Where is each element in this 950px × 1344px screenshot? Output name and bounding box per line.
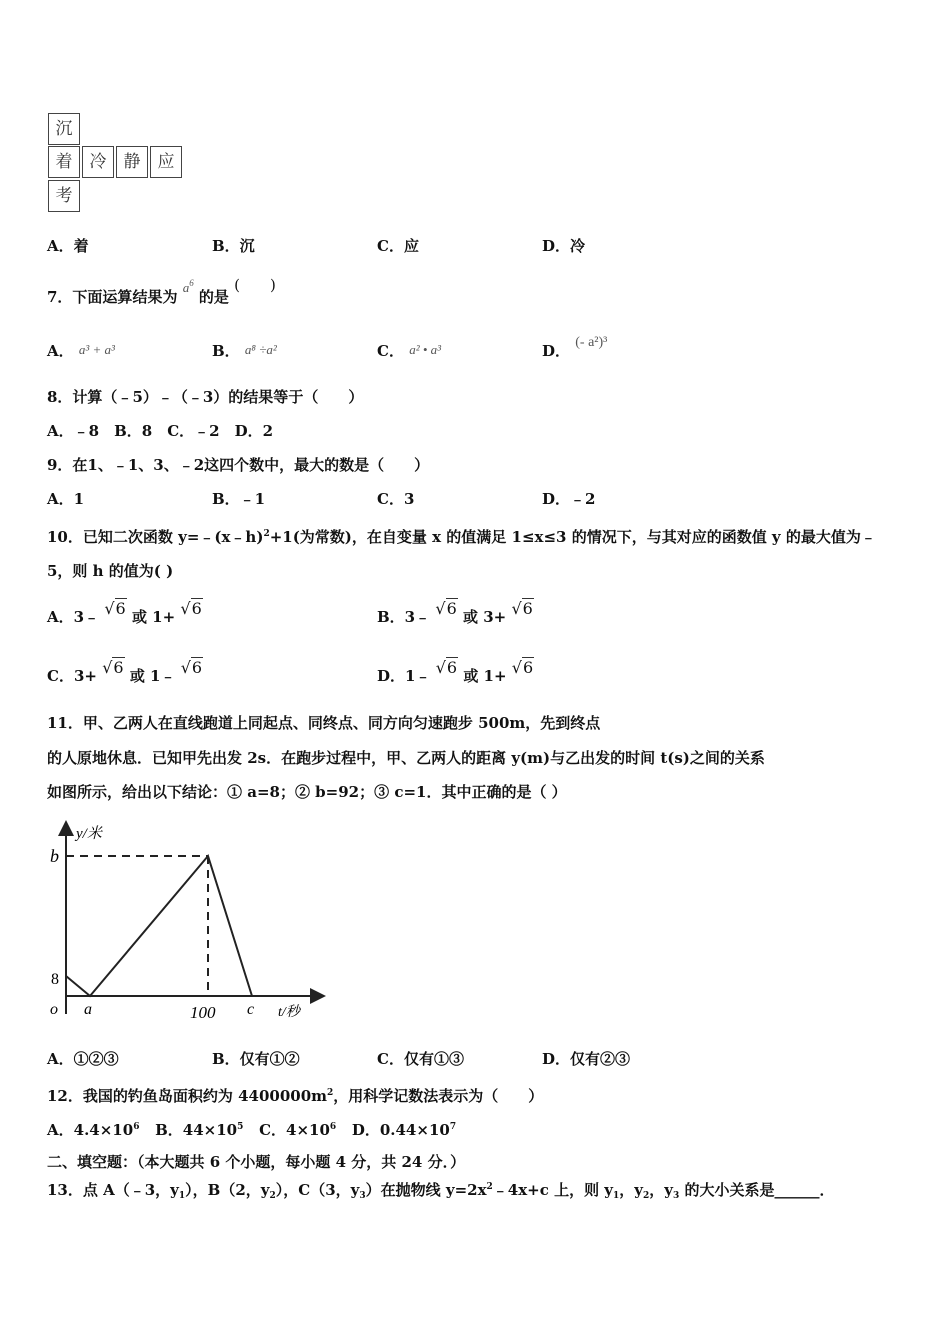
q13-sq: 2 [486, 1182, 493, 1192]
sqrt-symbol: √6 [102, 658, 124, 677]
sqrt-radicand: 6 [191, 658, 203, 677]
q13-s2: 2 [269, 1191, 276, 1201]
q8-stem: 8．计算（﹣5）﹣（﹣3）的结果等于（ ） [47, 388, 364, 406]
sqrt-symbol: √6 [180, 599, 202, 618]
q9-option-b: B．﹣1 [212, 490, 266, 508]
q12-a: A．4.4×10 [47, 1121, 134, 1139]
q12-b: B．44×10 [155, 1121, 238, 1139]
q10-c-label: C．3+ [47, 667, 97, 685]
q9-option-c: C．3 [377, 490, 415, 508]
q10-d-mid: 或 1+ [463, 667, 507, 685]
q12-options [47, 1117, 456, 1140]
q11-option-d: D．仅有②③ [542, 1050, 631, 1068]
q10-line2: 5，则 h 的值为( ) [47, 562, 174, 580]
q12-c-exp: 6 [329, 1122, 337, 1132]
sqrt-radicand: 6 [113, 658, 124, 677]
y-tick-8: 8 [51, 971, 59, 988]
q6-option-c: C．应 [377, 237, 419, 255]
q7-c-label: C． [377, 342, 404, 360]
sqrt-symbol: √6 [511, 658, 534, 677]
y-tick-b: b [50, 846, 59, 866]
q13-p5: ﹣4x+c 上，则 y [492, 1181, 614, 1199]
q13-stem [47, 1177, 835, 1206]
q13-p1: 13．点 A（﹣3，y [47, 1181, 179, 1199]
q12-stem-b: ，用科学记数法表示为（ ） [333, 1087, 544, 1105]
q10-a-label: A．3﹣ [47, 608, 100, 626]
q7-stem-tail: 的是 [198, 288, 229, 306]
x-axis-label: t/秒 [278, 1005, 300, 1020]
q7-c-expr: a² • a³ [409, 342, 442, 357]
q10-option-d [377, 658, 534, 686]
q10-line1-b: +1(为常数)，在自变量 x 的值满足 1≤x≤3 的情况下，与其对应的函数值 y 的最大值为﹣ [269, 528, 876, 546]
q13-p2: ），B（2，y [185, 1181, 270, 1199]
q12-b-exp: 5 [237, 1122, 244, 1132]
q9-option-d: D．﹣2 [542, 490, 596, 508]
q13-s5: 2 [643, 1191, 650, 1201]
q13-s4: 1 [613, 1191, 620, 1201]
q10-line1 [47, 524, 876, 547]
q11-line1: 11．甲、乙两人在直线跑道上同起点、同终点、同方向匀速跑步 500m，先到终点 [47, 714, 601, 732]
q12-stem-sup: 2 [327, 1088, 334, 1098]
q13-p6: ，y [619, 1181, 644, 1199]
distance-line [66, 856, 252, 996]
q6-option-b: B．沉 [212, 237, 255, 255]
q7-d-expr: (- a²)³ [575, 335, 608, 350]
q7-stem [47, 276, 276, 308]
q12-d-exp: 7 [449, 1122, 457, 1132]
q13-s6: 3 [673, 1191, 680, 1201]
q10-a-mid: 或 1+ [131, 608, 176, 626]
origin-label: o [50, 1001, 58, 1018]
q12-stem-a: 12．我国的钓鱼岛面积约为 4400000m [47, 1087, 328, 1105]
sqrt-radicand: 6 [522, 599, 533, 618]
q6-option-d: D．冷 [542, 237, 586, 255]
q13-s1: 1 [178, 1191, 186, 1201]
q7-a-label: A． [47, 342, 74, 360]
q11-line2: 的人原地休息．已知甲先出发 2s．在跑步过程中，甲、乙两人的距离 y(m)与乙出发的时间 t(s)之间的关系 [47, 749, 765, 767]
q13-p3: ），C（3，y [275, 1181, 360, 1199]
q7-a-expr: a³ + a³ [78, 342, 115, 357]
q10-c-mid: 或 1﹣ [129, 667, 176, 685]
sqrt-radicand: 6 [446, 599, 457, 618]
q7-option-d [542, 335, 608, 363]
q11-option-b: B．仅有①② [212, 1050, 300, 1068]
sqrt-symbol: √6 [435, 599, 457, 618]
q8-options: A．﹣8 B．8 C．﹣2 D．2 [47, 422, 274, 440]
q11-option-a: A．①②③ [47, 1050, 119, 1068]
x-tick-a: a [84, 1001, 92, 1018]
q10-line1-a: 10．已知二次函数 y=﹣(x﹣h) [47, 528, 264, 546]
q13-p8: 的大小关系是 [679, 1181, 775, 1199]
q7-option-c [377, 341, 441, 362]
net-cell: 静 [116, 146, 148, 178]
sqrt-symbol: √6 [104, 599, 126, 618]
q7-stem-text: 7．下面运算结果为 [47, 288, 178, 306]
q10-option-a [47, 599, 203, 627]
q10-line1-sup: 2 [263, 529, 270, 539]
sqrt-symbol: √6 [180, 658, 203, 677]
q12-a-exp: 6 [133, 1122, 140, 1132]
q9-option-a: A．1 [47, 490, 85, 508]
net-cell: 沉 [48, 113, 80, 145]
q10-b-mid: 或 3+ [462, 608, 507, 626]
q11-option-c: C．仅有①③ [377, 1050, 464, 1068]
net-cell: 着 [48, 146, 80, 178]
q12-d: D．0.44×10 [351, 1121, 450, 1139]
q10-d-label: D．1﹣ [377, 667, 431, 685]
q13-s3: 3 [359, 1191, 366, 1201]
sqrt-radicand: 6 [522, 658, 534, 677]
q7-paren: ( ) [234, 276, 276, 294]
q7-b-label: B． [212, 342, 240, 360]
sqrt-radicand: 6 [446, 658, 458, 677]
net-cell: 冷 [82, 146, 114, 178]
q7-power-base: a [182, 280, 190, 295]
net-cell: 考 [48, 180, 80, 212]
distance-time-graph [40, 818, 330, 1030]
sqrt-radicand: 6 [191, 599, 202, 618]
q12-stem [47, 1083, 543, 1106]
q10-b-label: B．3﹣ [377, 608, 431, 626]
q13-end: ． [819, 1181, 835, 1199]
x-tick-100: 100 [190, 1003, 216, 1022]
x-tick-c: c [247, 1001, 255, 1018]
sqrt-symbol: √6 [511, 599, 533, 618]
q7-d-label: D． [542, 342, 571, 360]
q7-option-a [47, 341, 115, 362]
q7-option-b [212, 341, 277, 362]
sqrt-symbol: √6 [435, 658, 458, 677]
q7-power-exp: 6 [189, 278, 194, 288]
section-heading: 二、填空题：（本大题共 6 个小题，每小题 4 分，共 24 分．） [47, 1153, 466, 1171]
answer-blank[interactable]: ______ [774, 1181, 820, 1199]
q10-option-c [47, 658, 203, 686]
y-axis-label: y/米 [76, 826, 102, 842]
q9-stem: 9．在1、﹣1、3、﹣2这四个数中，最大的数是（ ） [47, 456, 430, 474]
sqrt-radicand: 6 [115, 599, 126, 618]
q11-line3: 如图所示，给出以下结论：① a=8；② b=92；③ c=1．其中正确的是（ ） [47, 783, 567, 801]
net-cell: 应 [150, 146, 182, 178]
q13-p7: ，y [649, 1181, 673, 1199]
q6-option-a: A．着 [47, 237, 89, 255]
q12-c: C．4×10 [259, 1121, 330, 1139]
q10-option-b [377, 599, 534, 627]
q7-b-expr: a⁸ ÷a² [244, 342, 277, 357]
q13-p4: ）在抛物线 y=2x [365, 1181, 487, 1199]
